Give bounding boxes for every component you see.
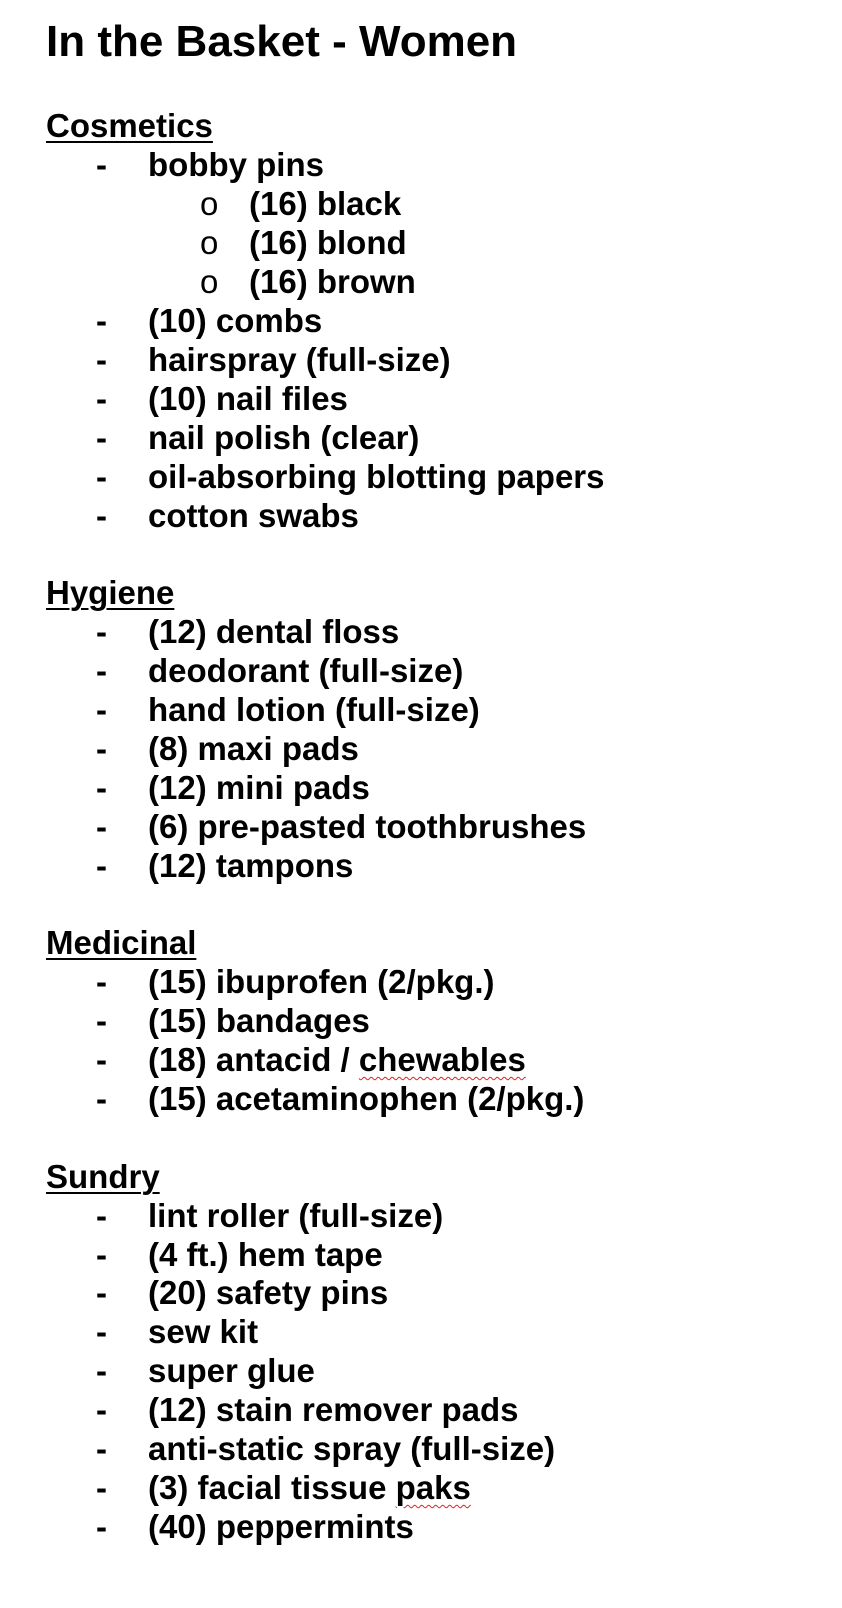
- dash-bullet-icon: -: [96, 1469, 107, 1506]
- list-item-text: (40) peppermints: [148, 1508, 414, 1545]
- dash-bullet-icon: -: [96, 1391, 107, 1428]
- list-item: [0, 1001, 842, 1040]
- section-heading-medicinal: Medicinal: [46, 924, 197, 961]
- dash-bullet-icon: -: [96, 146, 107, 183]
- dash-bullet-icon: -: [96, 652, 107, 689]
- list-item: [0, 962, 842, 1001]
- list-item-text: nail polish (clear): [148, 419, 420, 456]
- list-item-text: (15) acetaminophen (2/pkg.): [148, 1080, 585, 1117]
- dash-bullet-icon: -: [96, 1313, 107, 1350]
- list-item: [0, 379, 842, 418]
- list-item: [0, 690, 842, 729]
- list-item: [0, 651, 842, 690]
- list-item: [0, 1196, 842, 1235]
- list-item-text: (12) mini pads: [148, 769, 370, 806]
- list-item: [0, 1351, 842, 1390]
- dash-bullet-icon: -: [96, 691, 107, 728]
- circle-bullet-icon: o: [200, 185, 219, 222]
- list-item: [0, 1468, 842, 1507]
- dash-bullet-icon: -: [96, 1274, 107, 1311]
- list-item-text: deodorant (full-size): [148, 652, 464, 689]
- dash-bullet-icon: -: [96, 1041, 107, 1078]
- list-item: [0, 612, 842, 651]
- dash-bullet-icon: -: [96, 1197, 107, 1234]
- circle-bullet-icon: o: [200, 224, 219, 261]
- section-heading-cosmetics: Cosmetics: [46, 107, 213, 144]
- list-item: [0, 145, 842, 184]
- list-item: [0, 1273, 842, 1312]
- dash-bullet-icon: -: [96, 497, 107, 534]
- list-item: [0, 729, 842, 768]
- section-heading-hygiene: Hygiene: [46, 574, 175, 611]
- list-item: [0, 340, 842, 379]
- list-item: [0, 1507, 842, 1546]
- dash-bullet-icon: -: [96, 847, 107, 884]
- sub-list-item: [0, 262, 842, 301]
- list-item: [0, 1079, 842, 1118]
- list-item-text: bobby pins: [148, 146, 324, 183]
- list-item: [0, 418, 842, 457]
- list-item-text: [148, 1468, 471, 1507]
- dash-bullet-icon: -: [96, 341, 107, 378]
- list-item-text: (16) brown: [249, 263, 416, 300]
- dash-bullet-icon: -: [96, 808, 107, 845]
- list-item: [0, 807, 842, 846]
- dash-bullet-icon: -: [96, 963, 107, 1000]
- spellcheck-flagged-word[interactable]: paks: [395, 1469, 471, 1506]
- list-item-text: hand lotion (full-size): [148, 691, 480, 728]
- list-item-text: (10) combs: [148, 302, 323, 339]
- dash-bullet-icon: -: [96, 380, 107, 417]
- dash-bullet-icon: -: [96, 613, 107, 650]
- list-item: [0, 1235, 842, 1274]
- dash-bullet-icon: -: [96, 458, 107, 495]
- list-item-text: (12) dental floss: [148, 613, 400, 650]
- list-item-text: (20) safety pins: [148, 1274, 389, 1311]
- list-item: [0, 496, 842, 535]
- document-title: In the Basket - Women: [46, 17, 518, 66]
- sub-list-item: [0, 223, 842, 262]
- circle-bullet-icon: o: [200, 263, 219, 300]
- dash-bullet-icon: -: [96, 419, 107, 456]
- list-item-text: (8) maxi pads: [148, 730, 359, 767]
- list-item: [0, 1390, 842, 1429]
- list-item-text: (16) blond: [249, 224, 407, 261]
- list-item: [0, 846, 842, 885]
- list-item-text: (12) stain remover pads: [148, 1391, 519, 1428]
- dash-bullet-icon: -: [96, 1236, 107, 1273]
- dash-bullet-icon: -: [96, 769, 107, 806]
- list-item-text: lint roller (full-size): [148, 1197, 444, 1234]
- dash-bullet-icon: -: [96, 1002, 107, 1039]
- list-item-text: (6) pre-pasted toothbrushes: [148, 808, 587, 845]
- list-item: [0, 1040, 842, 1079]
- list-item-text: sew kit: [148, 1313, 259, 1350]
- list-item: [0, 1312, 842, 1351]
- list-item: [0, 301, 842, 340]
- list-item-text: (12) tampons: [148, 847, 354, 884]
- list-item-text-part: (18) antacid /: [148, 1041, 359, 1078]
- list-item-text: (15) ibuprofen (2/pkg.): [148, 963, 495, 1000]
- list-item: [0, 768, 842, 807]
- list-item: [0, 457, 842, 496]
- list-item-text: oil-absorbing blotting papers: [148, 458, 605, 495]
- dash-bullet-icon: -: [96, 730, 107, 767]
- list-item-text: (10) nail files: [148, 380, 348, 417]
- list-item-text: [148, 1040, 526, 1079]
- list-item: [0, 1429, 842, 1468]
- dash-bullet-icon: -: [96, 1508, 107, 1545]
- dash-bullet-icon: -: [96, 302, 107, 339]
- list-item-text: (15) bandages: [148, 1002, 370, 1039]
- list-item-text: super glue: [148, 1352, 315, 1389]
- section-heading-sundry: Sundry: [46, 1158, 160, 1195]
- spellcheck-flagged-word[interactable]: chewables: [358, 1041, 526, 1078]
- list-item-text-part: (3) facial tissue: [148, 1469, 396, 1506]
- list-item-text: anti-static spray (full-size): [148, 1430, 556, 1467]
- list-item-text: (16) black: [249, 185, 402, 222]
- list-item-text: cotton swabs: [148, 497, 359, 534]
- list-item-text: (4 ft.) hem tape: [148, 1236, 383, 1273]
- sub-list-item: [0, 184, 842, 223]
- dash-bullet-icon: -: [96, 1080, 107, 1117]
- dash-bullet-icon: -: [96, 1430, 107, 1467]
- list-item-text: hairspray (full-size): [148, 341, 451, 378]
- dash-bullet-icon: -: [96, 1352, 107, 1389]
